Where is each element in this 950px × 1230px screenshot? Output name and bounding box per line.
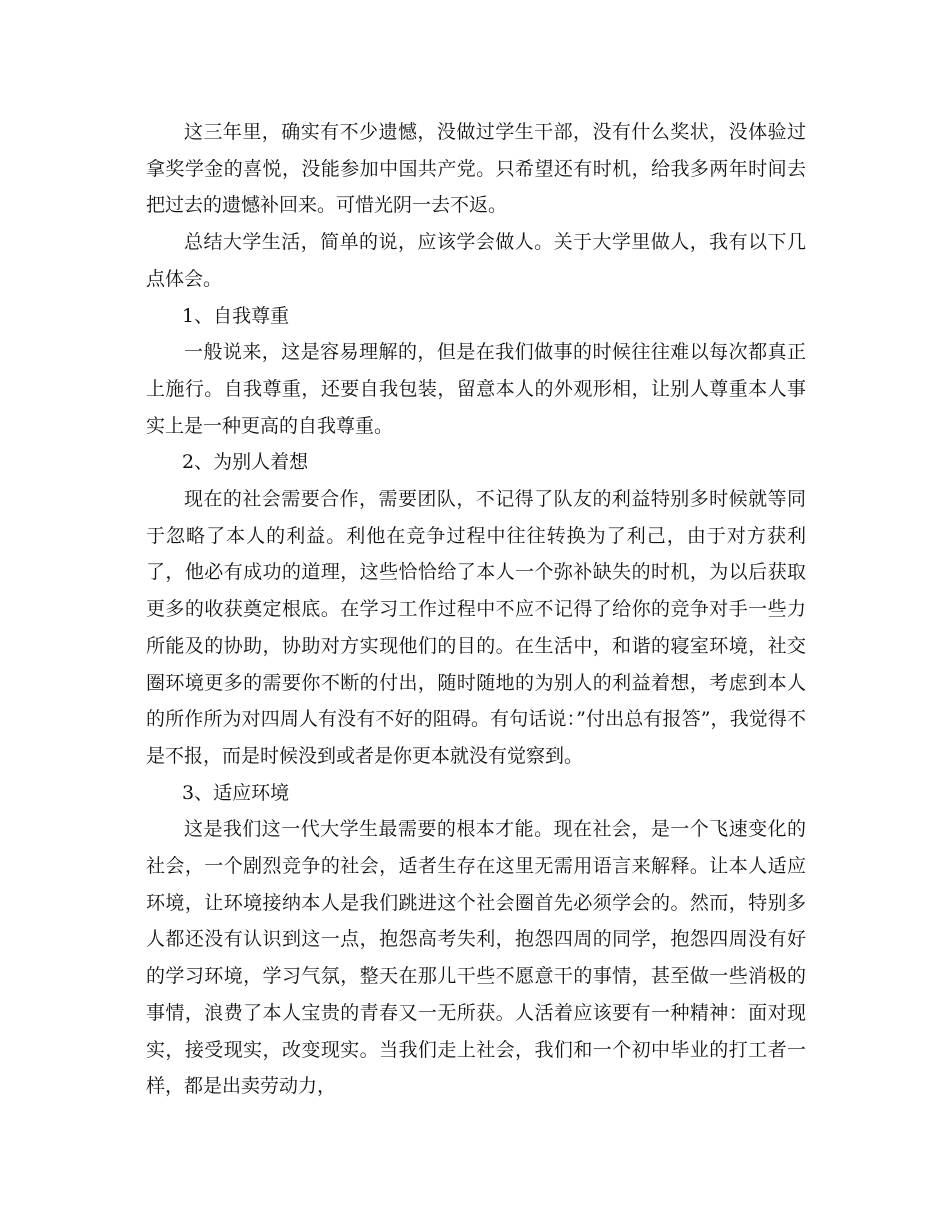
- paragraph-regrets: 这三年里，确实有不少遗憾，没做过学生干部，没有什么奖状，没体验过拿奖学金的喜悦，没能参加中国共产党。只希望还有时机，给我多两年时间去把过去的遗憾补回来。可惜光阴一去不返。: [146, 121, 806, 217]
- paragraph-self-respect: 一般说来，这是容易理解的，但是在我们做事的时候往往难以每次都真正上施行。自我尊重，还要自我包装，留意本人的外观形相，让别人尊重本人事实上是一种更高的自我尊重。: [146, 341, 806, 437]
- paragraph-summary: 总结大学生活，简单的说，应该学会做人。关于大学里做人，我有以下几点体会。: [146, 231, 806, 290]
- paragraph-consider-others: 现在的社会需要合作，需要团队，不记得了队友的利益特别多时候就等同于忽略了本人的利益。利他在竞争过程中往往转换为了利己，由于对方获利了，他必有成功的道理，这些恰恰给了本人一个弥补缺失的时机，为以后获取更多的收获奠定根底。在学习工作过程中不应不记得了给你的竞争对手一些力所能及的协助，协助对方实现他们的目的。在生活中，和谐的寝室环境，社交圈环境更多的需要你不断的付出，随时随地的为别人的利益着想，考虑到本人的所作所为对四周人有没有不好的阻碍。有句话说：”付出总有报答”，我觉得不是不报，而是时候没到或者是你更本就没有觉察到。: [146, 488, 806, 767]
- section-heading-adapt-environment: 3、适应环境: [182, 781, 290, 804]
- section-heading-self-respect: 1、自我尊重: [182, 304, 290, 327]
- document-body: [146, 114, 806, 1105]
- section-heading-consider-others: 2、为别人着想: [182, 451, 309, 474]
- paragraph-adapt-environment: 这是我们这一代大学生最需要的根本才能。现在社会，是一个飞速变化的社会，一个剧烈竞争的社会，适者生存在这里无需用语言来解释。让本人适应环境，让环境接纳本人是我们跳进这个社会圈首先必须学会的。然而，特别多人都还没有认识到这一点，抱怨高考失利，抱怨四周的同学，抱怨四周没有好的学习环境，学习气氛，整天在那儿干些不愿意干的事情，甚至做一些消极的事情，浪费了本人宝贵的青春又一无所获。人活着应该要有一种精神：面对现实，接受现实，改变现实。当我们走上社会，我们和一个初中毕业的打工者一样，都是出卖劳动力，: [146, 818, 806, 1098]
